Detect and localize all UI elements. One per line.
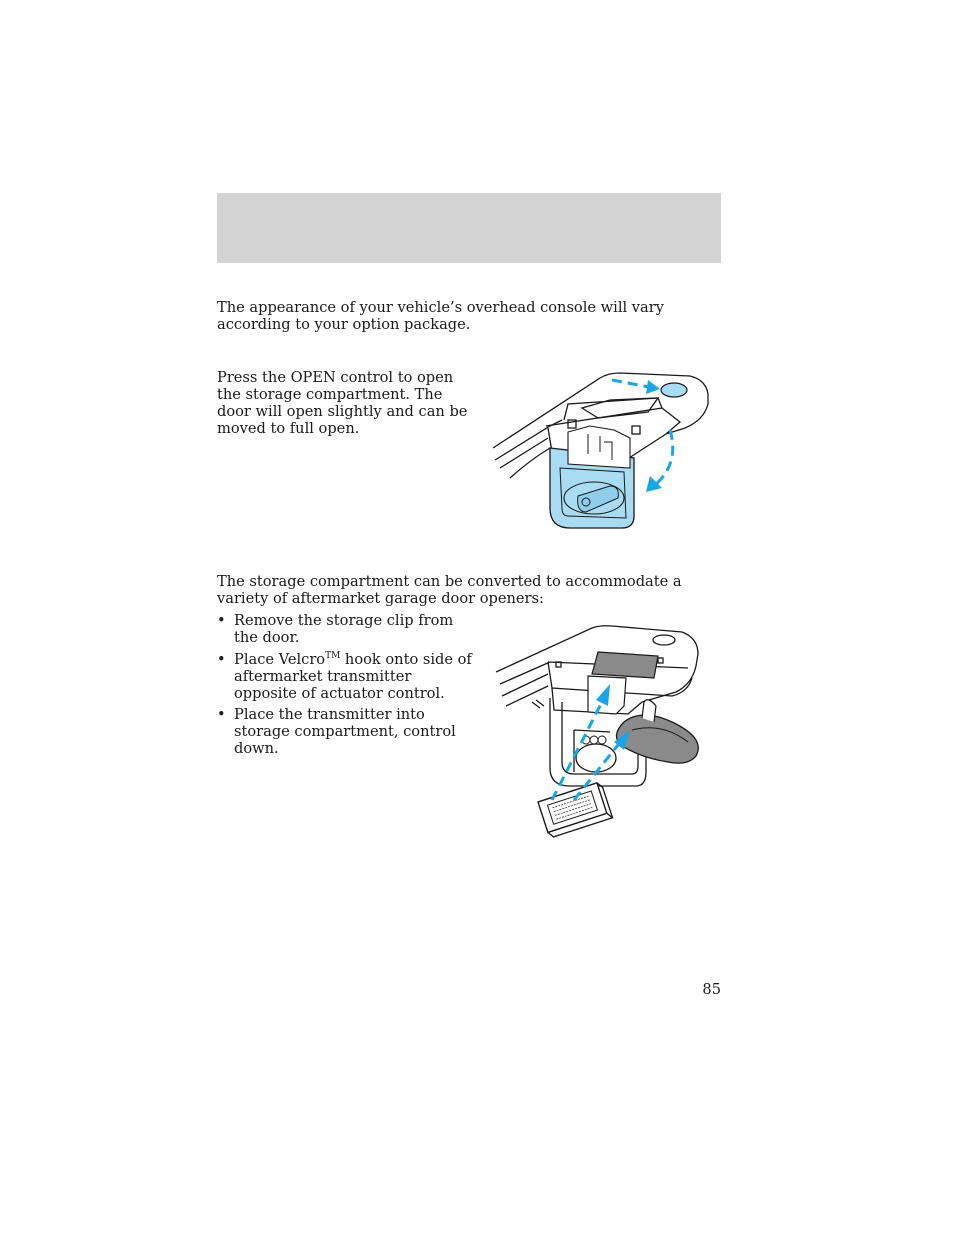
trademark-symbol: TM <box>325 650 341 661</box>
bullet-symbol: • <box>217 706 226 723</box>
intro-paragraph: The appearance of your vehicle’s overhead console will vary according to your option package. <box>217 299 664 333</box>
section-header-band <box>217 193 721 263</box>
bullet-text: Place Velcro <box>234 650 326 668</box>
console-open-illustration <box>490 368 714 533</box>
list-item <box>217 706 477 757</box>
bullet-text: hook onto side of aftermarket transmitter opposite of actuator control. <box>234 650 472 702</box>
page-number: 85 <box>702 981 721 998</box>
bullet-symbol: • <box>217 650 226 668</box>
list-item <box>217 612 477 646</box>
list-item <box>217 651 477 702</box>
instruction-list <box>217 612 477 762</box>
open-instructions-paragraph: Press the OPEN control to open the storage compartment. The door will open slightly and can be moved to full open. <box>217 369 468 437</box>
bullet-text: Place the transmitter into storage compartment, control down. <box>234 706 456 757</box>
convert-intro-paragraph: The storage compartment can be converted to accommodate a variety of aftermarket garage door openers: <box>217 573 682 607</box>
transmitter-install-illustration <box>492 622 714 862</box>
bullet-text: Remove the storage clip from the door. <box>234 612 454 646</box>
bullet-symbol: • <box>217 612 226 629</box>
